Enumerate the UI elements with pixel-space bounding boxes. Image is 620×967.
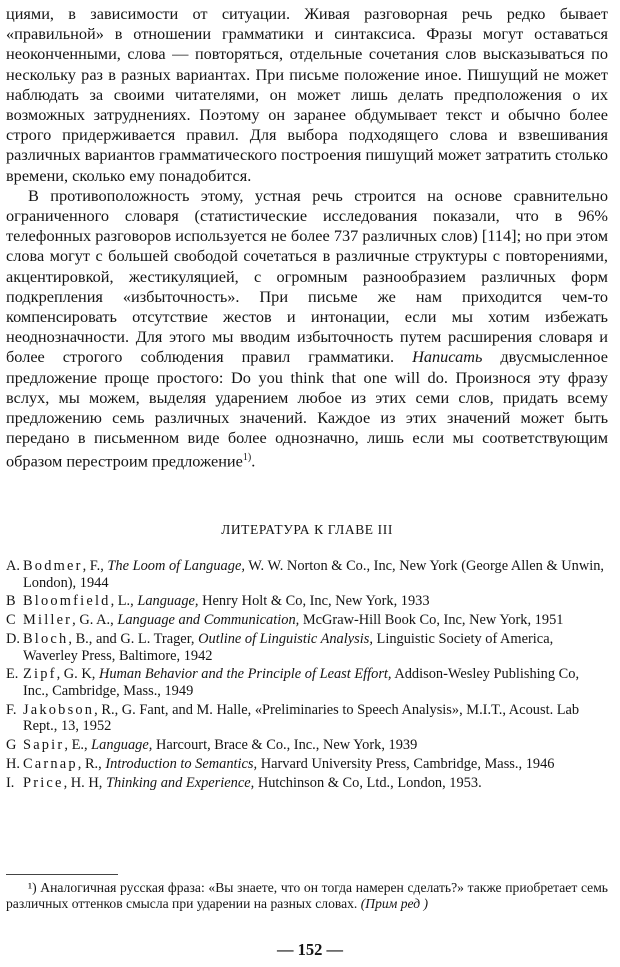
reference-item xyxy=(6,737,608,754)
section-title: ЛИТЕРАТУРА К ГЛАВЕ III xyxy=(221,522,393,538)
paragraph-2-final-period: . xyxy=(251,451,256,471)
reference-title: Language, xyxy=(91,737,153,754)
reference-author: Bloch xyxy=(23,631,69,648)
reference-letter: H. xyxy=(6,755,20,772)
reference-item xyxy=(6,702,608,735)
reference-publication: Henry Holt & Co, Inc, New York, 1933 xyxy=(198,593,430,610)
reference-item xyxy=(6,612,608,629)
reference-title: Introduction to Semantics, xyxy=(105,755,258,772)
reference-list xyxy=(6,558,608,791)
page-number: — 152 — xyxy=(277,940,343,959)
reference-item xyxy=(6,756,608,773)
reference-title: Language, xyxy=(137,593,199,610)
footnote-divider xyxy=(6,874,118,875)
reference-item xyxy=(6,631,608,664)
reference-author-rest: , E., xyxy=(64,737,92,754)
paragraph-2-text-start: В противоположность этому, устная речь строится на основе сравнительно ограниченного словаря (статистические исследования показали, что в 96% телефонных разговоров используется не более 737 различных слов) [114]; но при этом слова могут с большей свободой сочетаться в различные структуры с повторениями, акцентировкой, жестикуляцией, с огромным разнообразием различных форм подкрепления «избыточность». При письме же нам приходится чем-то компенсировать отсутствие жестов и интонации, если мы хотим избежать неоднозначности. Для этого мы вводим избыточность путем расширения словаря и более строгого соблюдения правил грамматики. xyxy=(6,185,608,367)
reference-publication: Harvard University Press, Cambridge, Mass., 1946 xyxy=(257,755,555,772)
reference-publication: «Preliminaries to Speech Analysis», M.I.T., Acoust. Lab Rept., 13, 1952 xyxy=(23,701,580,735)
reference-title: Outline of Linguistic Analysis, xyxy=(198,631,373,648)
reference-publication: Harcourt, Brace & Co., Inc., New York, 1939 xyxy=(152,737,418,754)
reference-author-rest: , G. K, xyxy=(56,666,99,683)
reference-author-rest: , R., G. Fant, and M. Halle, xyxy=(94,701,255,718)
reference-letter: A. xyxy=(6,558,20,575)
reference-publication: McGraw-Hill Book Co, Inc, New York, 1951 xyxy=(299,612,564,629)
reference-author: Carnap xyxy=(23,755,78,772)
reference-text xyxy=(23,737,608,754)
reference-author: Bodmer xyxy=(23,558,83,575)
paragraph-1-text: циями, в зависимости от ситуации. Живая разговорная речь редко бывает «правильной» в отношении грамматики и синтаксиса. Фразы могут оставаться неоконченными, слова — повторяться, отдельные сочетания слов высказываться по нескольку раз в разных вариантах. При письме положение иное. Пишущий не может наблюдать за своими читателями, он может лишь делать предположения о их возможных затруднениях. Поэтому он заранее обдумывает текст и обычно более строго придерживается правил. Для выбора подходящего слова и взвешивания различных вариантов грамматического построения пишущий может затратить столько времени, сколько ему понадобится. xyxy=(6,4,608,185)
reference-letter: F. xyxy=(6,701,17,718)
reference-letter: B xyxy=(6,593,16,610)
reference-author: Miller xyxy=(23,612,73,629)
body-paragraph-1 xyxy=(6,4,608,186)
reference-author-rest: , G. A., xyxy=(72,612,118,629)
reference-item xyxy=(6,558,608,591)
reference-author: Jakobson xyxy=(23,701,95,718)
reference-title: The Loom of Language, xyxy=(107,558,245,575)
reference-item xyxy=(6,593,608,610)
reference-author-rest: , F., xyxy=(82,558,108,575)
reference-publication: Addison-Wesley Publishing Co, Inc., Cambridge, Mass., 1949 xyxy=(23,666,580,699)
reference-publication: W. W. Norton & Co., Inc, New York (George Allen & Unwin, London), 1944 xyxy=(23,558,605,591)
reference-text xyxy=(23,702,608,735)
reference-author-rest: , H. H, xyxy=(63,774,106,791)
reference-publication: Linguistic Society of America, Waverley Press, Baltimore, 1942 xyxy=(23,631,554,664)
footnote-marker: ¹) xyxy=(28,880,37,895)
reference-letter: G xyxy=(6,737,17,754)
reference-letter: D. xyxy=(6,631,20,648)
reference-publication: Hutchinson & Co, Ltd., London, 1953. xyxy=(254,774,482,791)
reference-text xyxy=(23,666,608,699)
reference-title: Language and Communication, xyxy=(117,612,300,629)
reference-letter: I. xyxy=(6,774,15,791)
reference-item xyxy=(6,666,608,699)
footnote-editor-note: (Прим ред ) xyxy=(360,896,429,912)
reference-text xyxy=(23,612,608,629)
reference-author: Price xyxy=(23,774,64,791)
reference-author: Bloomfield xyxy=(23,593,111,610)
body-paragraph-2 xyxy=(6,186,608,472)
footnote-reference-marker: 1) xyxy=(242,452,252,464)
reference-text xyxy=(23,631,608,664)
reference-author: Zipf xyxy=(23,666,57,683)
paragraph-2-text-end: двусмысленное предложение проще простого: Do you think that one will do. Произнося эту фразу вслух, мы можем, выделяя ударением любое из этих семи слов, придать всему предложению семь различных значений. Каждое из этих значений может быть передано в письменном виде более однозначно, лишь если мы соответствующим образом перестроим предложение xyxy=(6,347,608,471)
reference-item xyxy=(6,775,608,792)
footnote-text: Аналогичная русская фраза: «Вы знаете, что он тогда намерен сделать?» также приобретает семь различных оттенков смысла при ударении на разных словах. xyxy=(6,880,608,912)
reference-text xyxy=(23,593,608,610)
reference-letter: E. xyxy=(6,666,19,683)
reference-title: Human Behavior and the Principle of Least Effort, xyxy=(98,666,392,683)
footnote xyxy=(6,880,608,912)
reference-text xyxy=(23,775,608,792)
reference-text xyxy=(23,558,608,591)
reference-letter: C xyxy=(6,612,16,629)
paragraph-2-italic-word: Написать xyxy=(412,347,483,367)
reference-author-rest: , B., and G. L. Trager, xyxy=(68,631,199,648)
reference-text xyxy=(23,756,608,773)
reference-author-rest: , R., xyxy=(77,755,106,772)
reference-title: Thinking and Experience, xyxy=(105,774,255,791)
reference-author: Sapir xyxy=(23,737,65,754)
reference-author-rest: , L., xyxy=(110,593,138,610)
